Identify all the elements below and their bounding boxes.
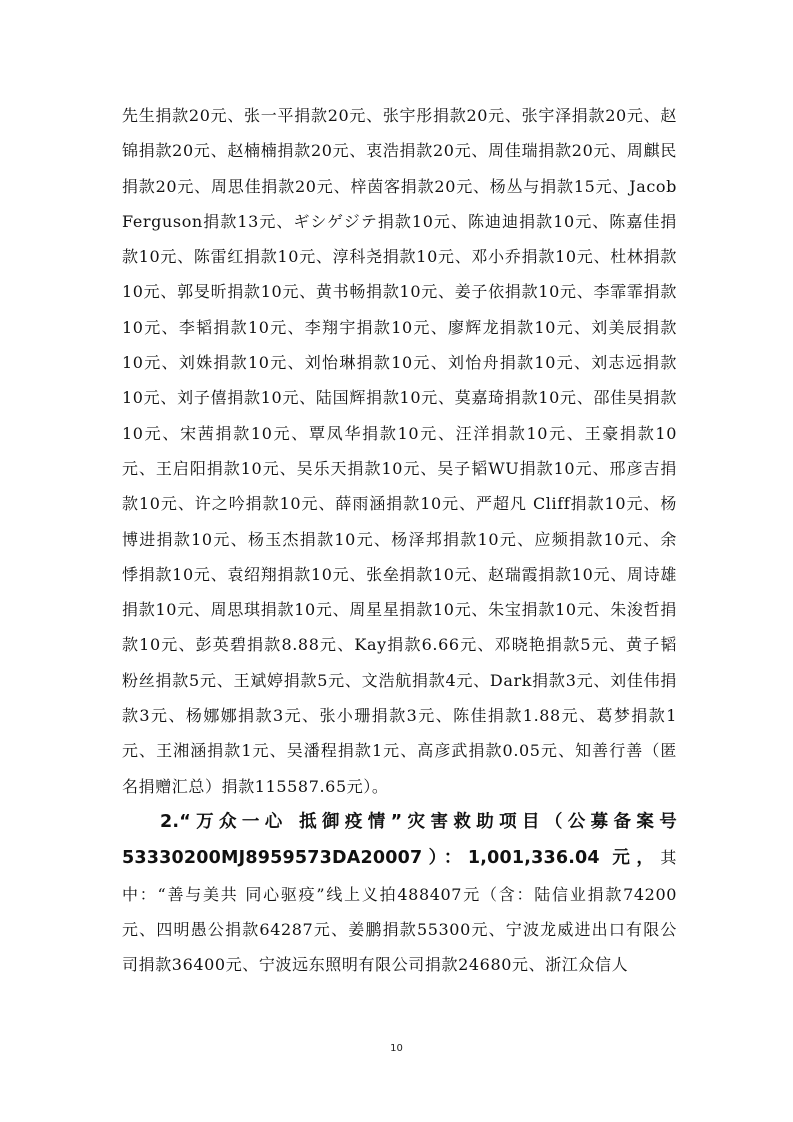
donation-text-block xyxy=(122,98,677,982)
page-number: 10 xyxy=(390,1043,403,1054)
project-body: 其中：“善与美共 同心驱疫”线上义拍488407元（含：陆信业捐款74200元、四明愚公捐款64287元、姜鹏捐款55300元、宁波龙威进出口有限公司捐款36400元、宁波远东照明有限公司捐款24680元、浙江众信人 xyxy=(122,848,677,975)
project-heading: 2.“万众一心 抵御疫情”灾害救助项目（公募备案号53330200MJ8959573DA20007）：1,001,336.04 元， xyxy=(122,811,677,869)
project-paragraph xyxy=(122,804,677,982)
donor-list-paragraph: 先生捐款20元、张一平捐款20元、张宇彤捐款20元、张宇泽捐款20元、赵锦捐款20元、赵楠楠捐款20元、衷浩捐款20元、周佳瑞捐款20元、周麒民捐款20元、周思佳捐款20元、梓茵客捐款20元、杨丛与捐款15元、Jacob Ferguson捐款13元、ギシゲジテ捐款10元、陈迪迪捐款10元、陈嘉佳捐款10元、陈雷红捐款10元、淳科尧捐款10元、邓小乔捐款10元、杜林捐款10元、郭旻昕捐款10元、黄书畅捐款10元、姜子依捐款10元、李霏霏捐款10元、李韬捐款10元、李翔宇捐款10元、廖辉龙捐款10元、刘美辰捐款10元、刘姝捐款10元、刘怡琳捐款10元、刘怡舟捐款10元、刘志远捐款10元、刘子僖捐款10元、陆国辉捐款10元、莫嘉琦捐款10元、邵佳昊捐款10元、宋茜捐款10元、覃凤华捐款10元、汪洋捐款10元、王豪捐款10元、王启阳捐款10元、吴乐天捐款10元、吴子韬WU捐款10元、邢彦吉捐款10元、许之吟捐款10元、薛雨涵捐款10元、严超凡 Cliff捐款10元、杨博进捐款10元、杨玉杰捐款10元、杨泽邦捐款10元、应频捐款10元、余 悸捐款10元、袁绍翔捐款10元、张垒捐款10元、赵瑞霞捐款10元、周诗雄捐款10元、周思琪捐款10元、周星星捐款10元、朱宝捐款10元、朱浚哲捐款10元、彭英碧捐款8.88元、Kay捐款6.66元、邓晓艳捐款5元、黄子韬粉丝捐款5元、王斌婷捐款5元、文浩航捐款4元、Dark捐款3元、刘佳伟捐款3元、杨娜娜捐款3元、张小珊捐款3元、陈佳捐款1.88元、葛梦捐款1元、王湘涵捐款1元、吴潘程捐款1元、高彦武捐款0.05元、知善行善（匿名捐赠汇总）捐款115587.65元）。 xyxy=(122,106,677,796)
